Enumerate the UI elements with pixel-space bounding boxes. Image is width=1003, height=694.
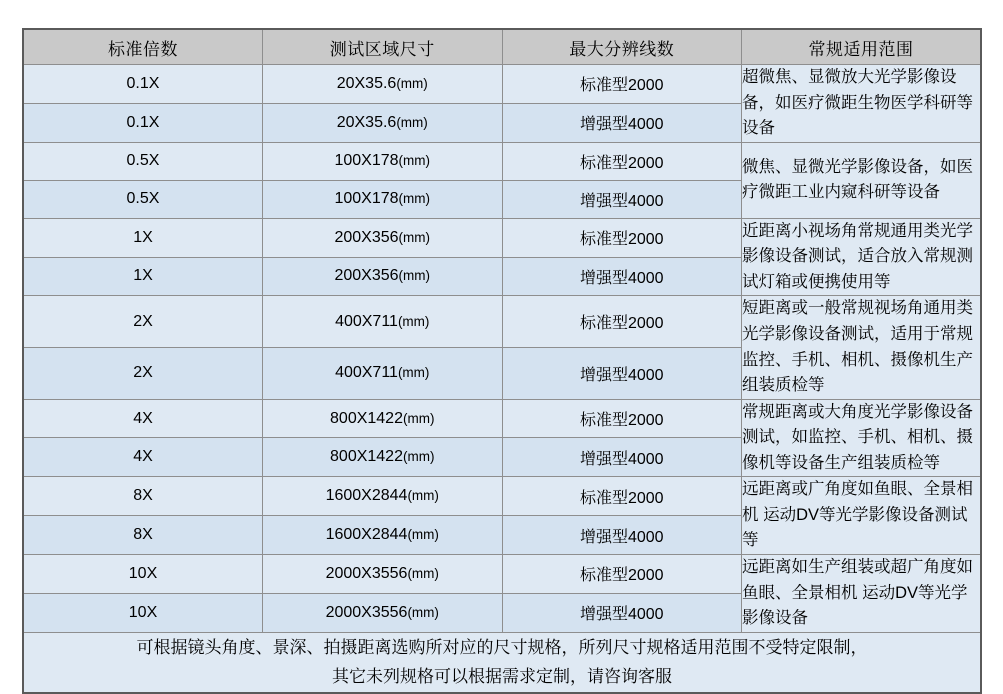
cell-test-area [263, 399, 503, 438]
header-row [23, 29, 981, 65]
table-row [23, 142, 981, 180]
cell-test-area [263, 593, 503, 632]
cell-max-lines: 增强型4000 [502, 593, 742, 632]
cell-magnification: 0.5X [23, 142, 263, 180]
cell-test-area [263, 516, 503, 555]
area-unit: (mm) [398, 153, 431, 169]
cell-magnification: 8X [23, 516, 263, 555]
cell-magnification: 0.1X [23, 103, 263, 142]
cell-magnification: 4X [23, 438, 263, 477]
area-value: 20X35.6 [336, 113, 397, 131]
area-value: 1600X2844 [325, 487, 408, 505]
area-value: 400X711 [335, 364, 398, 382]
cell-magnification: 8X [23, 477, 263, 516]
table-row [23, 218, 981, 257]
specification-table [22, 28, 982, 694]
cell-scope: 微焦、显微光学影像设备，如医疗微距工业内窥科研等设备 [742, 142, 982, 218]
area-value: 200X356 [334, 228, 399, 246]
cell-test-area [263, 218, 503, 257]
area-unit: (mm) [407, 604, 439, 620]
cell-scope: 近距离小视场角常规通用类光学影像设备测试，适合放入常规测试灯箱或便携使用等 [742, 218, 982, 296]
cell-max-lines: 标准型2000 [502, 218, 742, 257]
area-unit: (mm) [398, 229, 431, 245]
cell-magnification: 10X [23, 593, 263, 632]
cell-scope: 远距离或广角度如鱼眼、全景相机 运动DV等光学影像设备测试等 [742, 477, 982, 555]
area-unit: (mm) [407, 488, 439, 504]
area-unit: (mm) [402, 410, 435, 426]
cell-magnification: 2X [23, 296, 263, 348]
cell-magnification: 10X [23, 555, 263, 594]
area-value: 800X1422 [330, 409, 403, 427]
area-value: 2000X3556 [325, 564, 408, 582]
cell-test-area [263, 103, 503, 142]
column-header-test-area: 测试区域尺寸 [263, 29, 503, 65]
cell-max-lines: 增强型4000 [502, 257, 742, 296]
area-unit: (mm) [397, 313, 430, 329]
cell-test-area [263, 142, 503, 180]
table-row [23, 65, 981, 104]
footer-note [23, 632, 981, 693]
cell-magnification: 2X [23, 348, 263, 400]
table-row [23, 555, 981, 594]
area-unit: (mm) [407, 527, 439, 543]
cell-max-lines: 标准型2000 [502, 296, 742, 348]
cell-test-area [263, 296, 503, 348]
cell-max-lines: 增强型4000 [502, 438, 742, 477]
table-body [23, 65, 981, 694]
cell-test-area [263, 180, 503, 218]
cell-test-area [263, 555, 503, 594]
cell-test-area [263, 257, 503, 296]
table-row [23, 399, 981, 438]
cell-test-area [263, 438, 503, 477]
cell-magnification: 1X [23, 218, 263, 257]
area-unit: (mm) [402, 449, 435, 465]
area-unit: (mm) [396, 75, 428, 91]
area-value: 200X356 [334, 267, 399, 285]
area-unit: (mm) [407, 565, 439, 581]
cell-magnification: 0.1X [23, 65, 263, 104]
area-value: 100X178 [334, 190, 399, 208]
area-unit: (mm) [396, 114, 428, 130]
cell-max-lines: 标准型2000 [502, 142, 742, 180]
cell-max-lines: 增强型4000 [502, 516, 742, 555]
column-header-max-lines: 最大分辨线数 [502, 29, 742, 65]
table-header [23, 29, 981, 65]
column-header-scope: 常规适用范围 [742, 29, 982, 65]
area-unit: (mm) [398, 268, 431, 284]
cell-max-lines: 标准型2000 [502, 477, 742, 516]
cell-magnification: 1X [23, 257, 263, 296]
cell-max-lines: 增强型4000 [502, 348, 742, 400]
cell-test-area [263, 65, 503, 104]
cell-scope: 超微焦、显微放大光学影像设备，如医疗微距生物医学科研等设备 [742, 65, 982, 143]
cell-test-area [263, 348, 503, 400]
cell-max-lines: 标准型2000 [502, 555, 742, 594]
spec-table-container [22, 28, 982, 694]
cell-max-lines: 增强型4000 [502, 103, 742, 142]
cell-magnification: 0.5X [23, 180, 263, 218]
cell-scope: 常规距离或大角度光学影像设备测试，如监控、手机、相机、摄像机等设备生产组装质检等 [742, 399, 982, 477]
cell-max-lines: 标准型2000 [502, 65, 742, 104]
table-footer-row [23, 632, 981, 693]
cell-max-lines: 标准型2000 [502, 399, 742, 438]
area-value: 2000X3556 [325, 603, 408, 621]
footer-note-line-2: 其它未列规格可以根据需求定制，请咨询客服 [332, 667, 672, 687]
area-unit: (mm) [397, 365, 430, 381]
cell-scope: 远距离如生产组装或超广角度如鱼眼、全景相机 运动DV等光学影像设备 [742, 555, 982, 633]
footer-note-line-1: 可根据镜头角度、景深、拍摄距离选购所对应的尺寸规格，所列尺寸规格适用范围不受特定限制， [136, 637, 868, 657]
area-value: 1600X2844 [325, 526, 408, 544]
cell-test-area [263, 477, 503, 516]
column-header-magnification: 标准倍数 [23, 29, 263, 65]
area-value: 400X711 [335, 312, 398, 330]
area-value: 20X35.6 [336, 74, 397, 92]
area-value: 100X178 [334, 152, 399, 170]
table-row [23, 477, 981, 516]
area-unit: (mm) [398, 191, 431, 207]
cell-max-lines: 增强型4000 [502, 180, 742, 218]
table-row [23, 296, 981, 348]
area-value: 800X1422 [330, 448, 403, 466]
cell-scope: 短距离或一般常规视场角通用类光学影像设备测试，适用于常规监控、手机、相机、摄像机生产组装质检等 [742, 296, 982, 399]
cell-magnification: 4X [23, 399, 263, 438]
